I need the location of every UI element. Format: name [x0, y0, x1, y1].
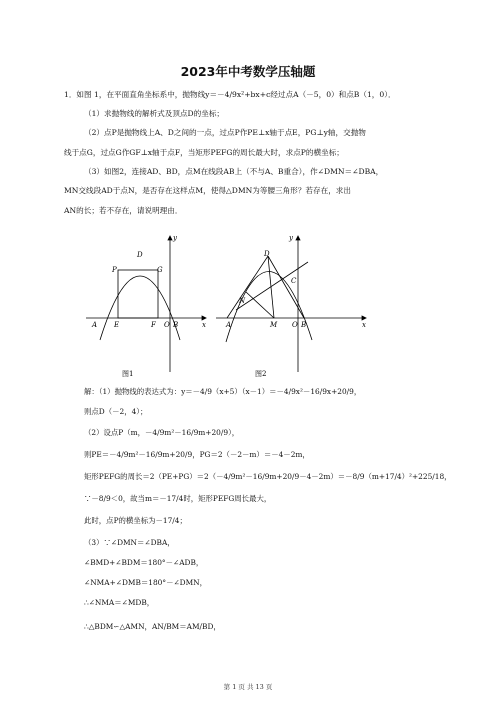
fig1-rectangle-pefg [118, 270, 158, 318]
fig1-label-x: x [202, 321, 206, 329]
fig2-label-b: B [301, 321, 307, 329]
fig2-caption: 图2 [255, 370, 267, 378]
solution-line-5: 矩形PEFG的周长＝2（PE+PG）＝2（－4/9m²－16/9m+20/9－4－2m）＝－8/9（m+17/4）²+225/18， [84, 472, 452, 481]
fig1-parabola [100, 276, 180, 340]
solution-line-10: ∠NMA+∠DMB＝180°－∠DMN， [84, 578, 207, 587]
fig1-label-p: P [112, 266, 117, 274]
fig1-label-e: E [114, 321, 120, 329]
fig2-label-y: y [289, 234, 293, 242]
problem-line-7: AN的长；若不存在，请说明理由． [64, 206, 183, 215]
solution-line-7: 此时，点P的横坐标为－17/4； [84, 516, 187, 525]
fig2-line-nc [236, 262, 308, 310]
fig2-segment-mn [246, 292, 274, 318]
problem-line-3: （2）点P是抛物线上A、D之间的一点，过点P作PE⊥x轴于点E，PG⊥y轴，交抛物 [84, 128, 366, 137]
fig2-parabola [226, 271, 312, 342]
solution-line-12: ∴△BDM∽△AMN，AN/BM＝AM/BD， [84, 622, 221, 631]
solution-line-8: （3）∵∠DMN＝∠DBA， [84, 538, 175, 547]
solution-line-1: 解：（1）抛物线的表达式为：y＝－4/9（x+5）（x－1）＝－4/9x²－16/9x+20/9， [84, 387, 362, 396]
figure-1 [86, 236, 206, 372]
problem-line-1: 1．如图 1，在平面直角坐标系中，抛物线y＝－4/9x²+bx+c经过点A（－5，0）和点B（1，0）． [64, 90, 396, 99]
fig1-label-f: F [151, 321, 156, 329]
fig1-label-a: A [92, 321, 98, 329]
fig1-y-arrow [168, 236, 172, 240]
solution-line-3: （2）设点P（m，－4/9m²－16/9m+20/9）， [84, 428, 240, 437]
solution-line-2: 则点D（－2，4）； [84, 407, 148, 416]
figures-area [86, 232, 386, 382]
solution-line-4: 则PE＝－4/9m²－16/9m+20/9，PG＝2（－2－m）＝－4－2m， [84, 450, 310, 459]
fig2-label-c: C [291, 277, 297, 285]
fig2-x-arrow [362, 316, 366, 320]
fig1-label-y: y [173, 234, 177, 242]
page-footer: 第 1 页 共 13 页 [223, 683, 273, 691]
fig1-label-b: B [173, 321, 179, 329]
solution-line-9: ∠BMD+∠BDM＝180°－∠ADB， [84, 558, 204, 567]
fig1-x-arrow [202, 316, 206, 320]
problem-line-2: （1）求抛物线的解析式及顶点D的坐标； [84, 109, 225, 118]
fig2-y-arrow [296, 236, 300, 240]
fig2-label-n: N [239, 297, 246, 305]
problem-line-5: （3）如图2，连接AD、BD，点M在线段AB上（不与A、B重合），作∠DMN＝∠DBA， [84, 167, 384, 176]
problem-line-6: MN交线段AD于点N，是否存在这样点M，使得△DMN为等腰三角形？若存在，求出 [64, 186, 351, 195]
solution-line-6: ∵－8/9＜0，故当m＝－17/4时，矩形PEFG周长最大， [84, 494, 272, 503]
solution-line-11: ∴∠NMA＝∠MDB， [84, 598, 155, 607]
fig1-label-o: O [164, 321, 170, 329]
fig2-segment-ad [227, 256, 268, 318]
figures-svg [86, 232, 386, 382]
problem-line-4: 线于点G，过点G作GF⊥x轴于点F，当矩形PEFG的周长最大时，求点P的横坐标； [64, 148, 344, 157]
fig2-label-m: M [270, 321, 278, 329]
fig1-caption: 图1 [122, 370, 134, 378]
fig2-label-x: x [362, 321, 366, 329]
fig1-label-d: D [137, 251, 143, 259]
fig1-label-g: G [157, 266, 163, 274]
fig2-label-o: O [292, 321, 298, 329]
fig2-label-a: A [226, 321, 232, 329]
page-title: 2023年中考数学压轴题 [180, 64, 316, 79]
fig2-label-d: D [264, 250, 270, 258]
